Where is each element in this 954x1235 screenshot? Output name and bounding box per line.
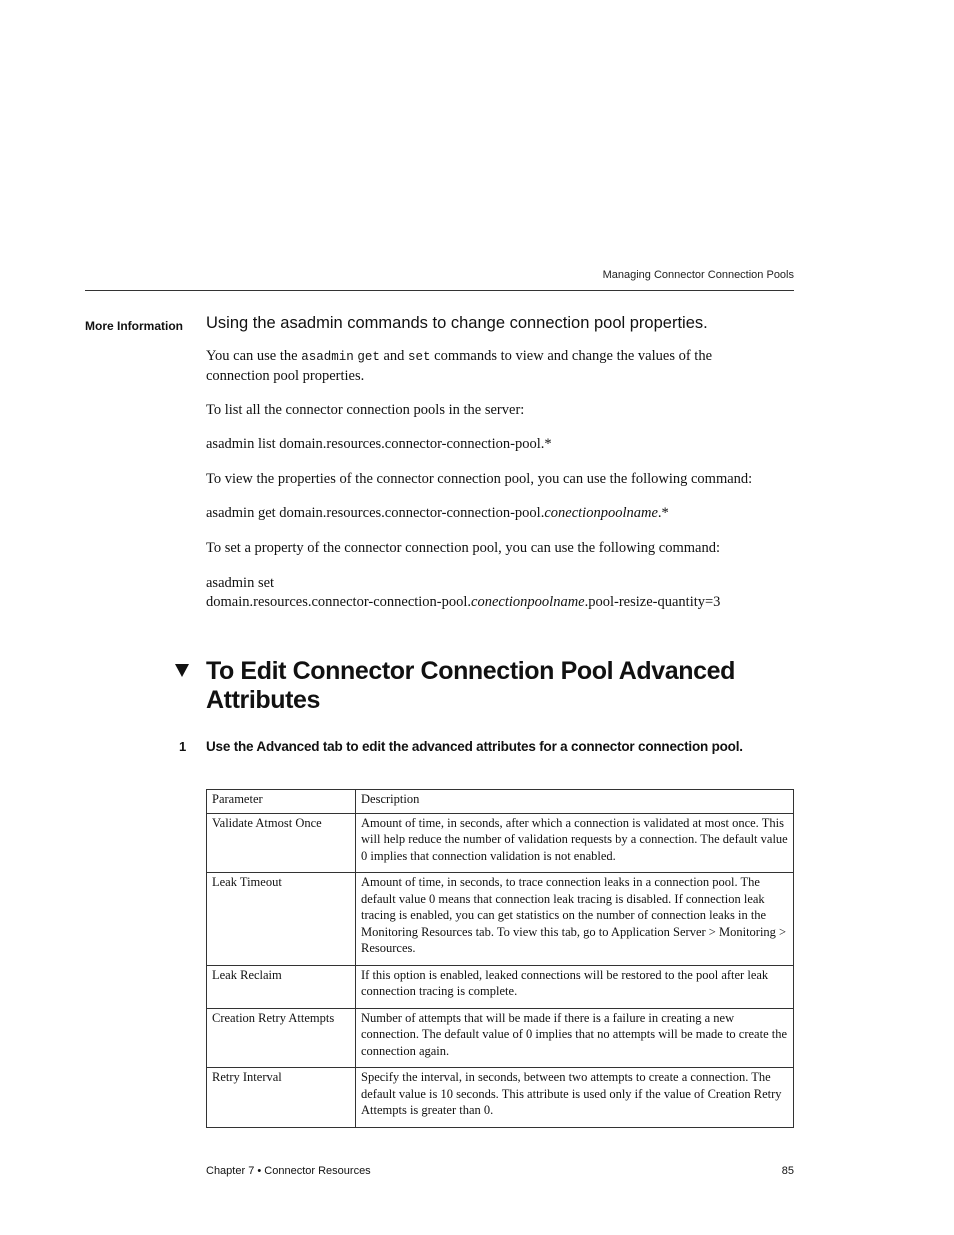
table-cell-description: If this option is enabled, leaked connections will be restored to the pool after leak connection tracing is complete. (356, 965, 794, 1008)
table-cell-parameter: Leak Timeout (207, 873, 356, 966)
set-command (206, 574, 794, 612)
table-cell-description: Amount of time, in seconds, after which a connection is validated at most once. This will help reduce the number of validation requests by a connection. The default value 0 implies that connection validation is not enabled. (356, 813, 794, 873)
table-row (207, 1068, 794, 1128)
running-header: Managing Connector Connection Pools (602, 269, 794, 281)
view-instruction: To view the properties of the connector connection pool, you can use the following command: (206, 471, 753, 487)
footer-separator: • (257, 1165, 262, 1177)
table-cell-parameter: Leak Reclaim (207, 965, 356, 1008)
set-command-suffix: .pool-resize-quantity=3 (584, 594, 721, 610)
table-cell-parameter: Retry Interval (207, 1068, 356, 1128)
set-command-variable: conectionpoolname (471, 594, 585, 610)
intro-text-after: commands to view and change the values of the (430, 348, 713, 364)
footer-chapter-title: Connector Resources (264, 1165, 371, 1177)
set-command-prefix: domain.resources.connector-connection-pool. (206, 594, 472, 610)
table-cell-description: Amount of time, in seconds, to trace connection leaks in a connection pool. The default value 0 means that connection leak tracing is disabled. If connection leak tracing is enabled, you can get statistics on the number of connection leaks in the Monitoring Resources tab. To view this tab, go to Application Server > Monitoring > Resources. (356, 873, 794, 966)
table-row (207, 813, 794, 873)
intro-paragraph (206, 347, 794, 386)
procedure-triangle-icon (175, 664, 189, 677)
table-cell-description: Number of attempts that will be made if there is a failure in creating a new connection. The default value of 0 implies that no attempts will be made to create the connection again. (356, 1008, 794, 1068)
step-text: Use the Advanced tab to edit the advanced attributes for a connector connection pool. (206, 739, 743, 754)
table-cell-description: Specify the interval, in seconds, between two attempts to create a connection. The default value is 10 seconds. This attribute is used only if the value of Creation Retry Attempts is greater than 0. (356, 1068, 794, 1128)
table-row (207, 1008, 794, 1068)
table-header-row (207, 790, 794, 814)
footer-chapter-label: Chapter 7 (206, 1165, 255, 1177)
table-header-description: Description (356, 790, 794, 814)
table-row (207, 873, 794, 966)
code-asadmin: asadmin (301, 350, 354, 364)
table-row (207, 965, 794, 1008)
table-cell-parameter: Validate Atmost Once (207, 813, 356, 873)
view-command (206, 504, 794, 523)
view-command-prefix: asadmin get domain.resources.connector-connection-pool. (206, 505, 545, 521)
advanced-attributes-table (206, 789, 794, 1128)
table-header-parameter: Parameter (207, 790, 356, 814)
header-rule (85, 290, 794, 291)
more-information-title: Using the asadmin commands to change connection pool properties. (206, 314, 708, 332)
procedure-heading-line2: Attributes (206, 686, 321, 714)
table-cell-parameter: Creation Retry Attempts (207, 1008, 356, 1068)
step-number: 1 (179, 739, 187, 754)
set-instruction: To set a property of the connector connection pool, you can use the following command: (206, 540, 720, 556)
code-set: set (408, 350, 431, 364)
page-number: 85 (781, 1165, 794, 1177)
list-command: asadmin list domain.resources.connector-connection-pool.* (206, 436, 552, 452)
intro-text-line2: connection pool properties. (206, 368, 365, 384)
intro-text-and: and (379, 348, 409, 364)
list-instruction: To list all the connector connection pools in the server: (206, 402, 525, 418)
intro-text-before: You can use the (206, 348, 302, 364)
code-get: get (357, 350, 380, 364)
procedure-heading-line1: To Edit Connector Connection Pool Advanced (206, 657, 736, 685)
procedure-heading (206, 657, 766, 715)
page-footer-chapter (206, 1165, 371, 1177)
set-command-line1: asadmin set (206, 575, 275, 591)
view-command-suffix: .* (657, 505, 669, 521)
view-command-variable: conectionpoolname (544, 505, 658, 521)
more-information-label: More Information (85, 319, 183, 333)
